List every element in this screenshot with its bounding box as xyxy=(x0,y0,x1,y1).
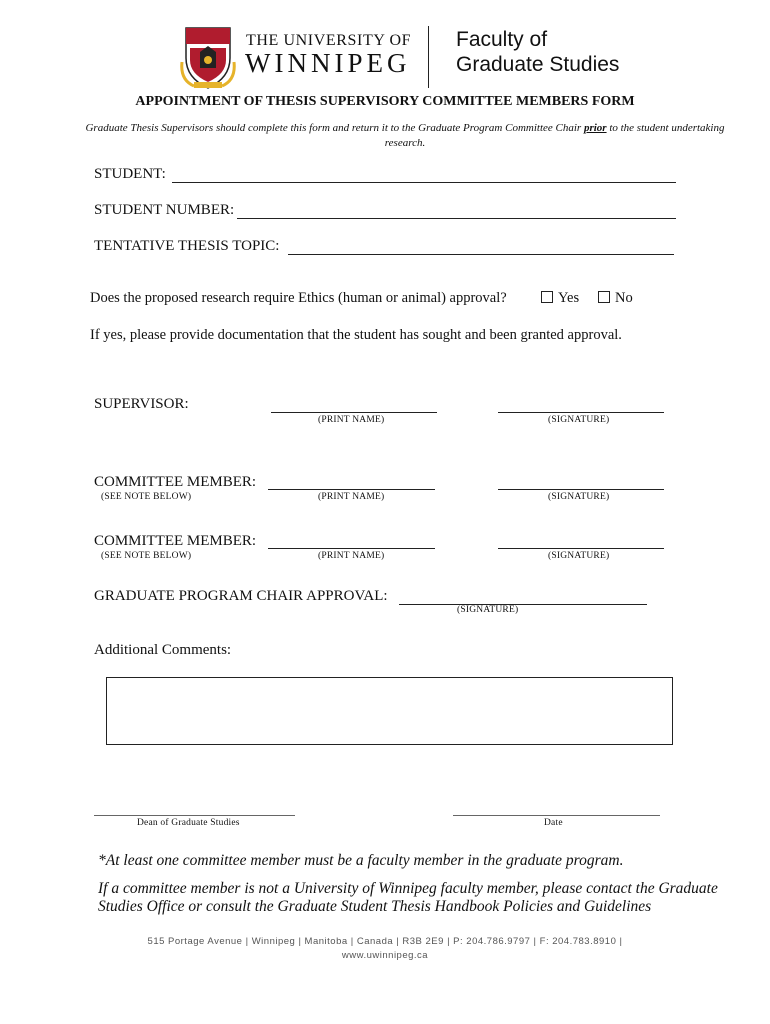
committee-member-1-note: (SEE NOTE BELOW) xyxy=(101,492,192,502)
instructions-emphasis: prior xyxy=(583,122,607,134)
university-name-line1: THE UNIVERSITY OF xyxy=(246,32,412,49)
student-field[interactable] xyxy=(172,182,676,183)
university-name-line2: WINNIPEG xyxy=(245,48,411,78)
chair-approval-label: GRADUATE PROGRAM CHAIR APPROVAL: xyxy=(94,588,388,604)
faculty-requirement-note: *At least one committee member must be a faculty member in the graduate program. xyxy=(98,852,624,869)
thesis-topic-label: TENTATIVE THESIS TOPIC: xyxy=(94,238,280,254)
instructions-text-end: to the student undertaking research. xyxy=(384,122,725,149)
ethics-no-option[interactable] xyxy=(598,290,633,307)
committee-member-2-name-field[interactable] xyxy=(268,548,435,549)
form-title: APPOINTMENT OF THESIS SUPERVISORY COMMITTEE MEMBERS FORM xyxy=(135,94,635,109)
additional-comments-label: Additional Comments: xyxy=(94,642,232,658)
committee-member-2-print-name-caption: (PRINT NAME) xyxy=(318,551,385,561)
student-number-label: STUDENT NUMBER: xyxy=(94,202,235,218)
supervisor-signature-field[interactable] xyxy=(498,412,664,413)
ethics-question: Does the proposed research require Ethics (human or animal) approval? xyxy=(90,290,507,306)
chair-signature-field[interactable] xyxy=(399,604,647,605)
chair-signature-caption: (SIGNATURE) xyxy=(457,605,519,615)
thesis-topic-field[interactable] xyxy=(288,254,674,255)
committee-member-2-signature-field[interactable] xyxy=(498,548,664,549)
faculty-name-line2: Graduate Studies xyxy=(456,53,620,76)
external-member-note: If a committee member is not a University of Winnipeg faculty member, please contact the Graduate Studies Office or consult the Graduate Student Thesis Handbook Policies and Guidelines xyxy=(98,880,718,915)
dean-signature-field[interactable] xyxy=(94,815,295,816)
committee-member-2-signature-caption: (SIGNATURE) xyxy=(548,551,610,561)
committee-member-1-label: COMMITTEE MEMBER: xyxy=(94,474,257,490)
supervisor-name-field[interactable] xyxy=(271,412,437,413)
faculty-name-line1: Faculty of xyxy=(456,28,548,51)
yes-checkbox[interactable] xyxy=(541,291,553,303)
committee-member-1-signature-caption: (SIGNATURE) xyxy=(548,492,610,502)
date-caption: Date xyxy=(544,818,563,828)
footer-website-link[interactable]: www.uwinnipeg.ca xyxy=(341,950,429,961)
no-label: No xyxy=(615,290,633,306)
dean-caption: Dean of Graduate Studies xyxy=(137,818,240,828)
date-field[interactable] xyxy=(453,815,660,816)
yes-label: Yes xyxy=(558,290,580,306)
instructions-text: Graduate Thesis Supervisors should complete this form and return it to the Graduate Program Committee Chair xyxy=(85,122,584,134)
committee-member-1-print-name-caption: (PRINT NAME) xyxy=(318,492,385,502)
committee-member-1-signature-field[interactable] xyxy=(498,489,664,490)
ethics-followup: If yes, please provide documentation that the student has sought and been granted approval. xyxy=(90,327,622,343)
supervisor-print-name-caption: (PRINT NAME) xyxy=(318,415,385,425)
student-number-field[interactable] xyxy=(237,218,676,219)
supervisor-signature-caption: (SIGNATURE) xyxy=(548,415,610,425)
footer-address: 515 Portage Avenue | Winnipeg | Manitoba | Canada | R3B 2E9 | P: 204.786.9797 | F: 204.783.8910 | xyxy=(147,936,623,947)
additional-comments-box[interactable] xyxy=(106,677,673,745)
form-instructions xyxy=(80,121,730,151)
supervisor-label: SUPERVISOR: xyxy=(94,396,189,412)
university-crest-logo xyxy=(180,22,236,90)
committee-member-2-note: (SEE NOTE BELOW) xyxy=(101,551,192,561)
header-divider xyxy=(428,26,429,88)
no-checkbox[interactable] xyxy=(598,291,610,303)
committee-member-1-name-field[interactable] xyxy=(268,489,435,490)
ethics-yes-option[interactable] xyxy=(541,290,579,307)
committee-member-2-label: COMMITTEE MEMBER: xyxy=(94,533,257,549)
student-label: STUDENT: xyxy=(94,166,166,182)
